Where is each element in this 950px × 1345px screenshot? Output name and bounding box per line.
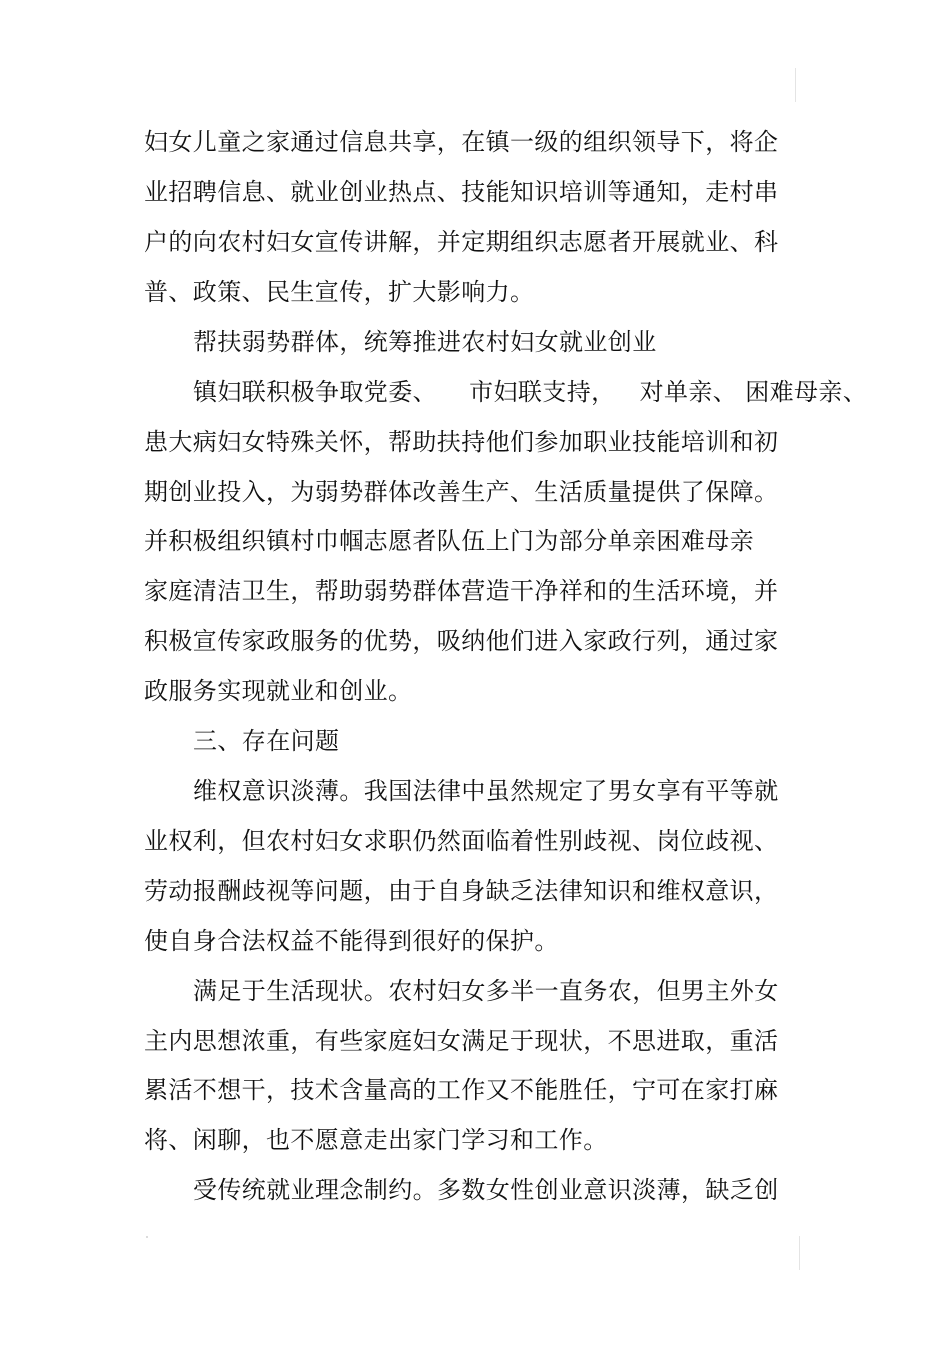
section-heading-problems: 三、存在问题 [193, 727, 340, 755]
text-line-15: 业权利，但农村妇女求职仍然面临着性别歧视、岗位歧视、 [144, 827, 779, 855]
section-heading-assist: 帮扶弱势群体，统筹推进农村妇女就业创业 [193, 328, 657, 356]
text-line-17: 使自身合法权益不能得到很好的保护。 [144, 927, 559, 955]
text-line-18: 满足于生活现状。农村妇女多半一直务农，但男主外女 [193, 977, 779, 1005]
text-line-19: 主内思想浓重，有些家庭妇女满足于现状，不思进取，重活 [144, 1027, 779, 1055]
text-line-6: 镇妇联积极争取党委、 市妇联支持， 对单亲、 困难母亲、 [193, 378, 868, 406]
text-line-4: 普、政策、民生宣传，扩大影响力。 [144, 278, 535, 306]
text-line-8: 期创业投入，为弱势群体改善生产、生活质量提供了保障。 [144, 478, 779, 506]
text-line-9: 并积极组织镇村巾帼志愿者队伍上门为部分单亲困难母亲 [144, 527, 754, 555]
text-line-7: 患大病妇女特殊关怀，帮助扶持他们参加职业技能培训和初 [144, 428, 779, 456]
text-line-12: 政服务实现就业和创业。 [144, 677, 413, 705]
text-line-22: 受传统就业理念制约。多数女性创业意识淡薄，缺乏创 [193, 1176, 779, 1204]
scan-mark-top [795, 68, 796, 102]
text-line-16: 劳动报酬歧视等问题，由于自身缺乏法律知识和维权意识， [144, 877, 779, 905]
text-line-2: 业招聘信息、就业创业热点、技能知识培训等通知，走村串 [144, 178, 779, 206]
text-line-3: 户的向农村妇女宣传讲解，并定期组织志愿者开展就业、科 [144, 228, 779, 256]
scan-mark-dot [146, 1236, 148, 1238]
text-line-21: 将、闲聊，也不愿意走出家门学习和工作。 [144, 1126, 608, 1154]
text-line-11: 积极宣传家政服务的优势，吸纳他们进入家政行列，通过家 [144, 627, 779, 655]
text-line-10: 家庭清洁卫生，帮助弱势群体营造干净祥和的生活环境，并 [144, 577, 779, 605]
text-line-1: 妇女儿童之家通过信息共享，在镇一级的组织领导下，将企 [144, 128, 779, 156]
text-line-20: 累活不想干，技术含量高的工作又不能胜任，宁可在家打麻 [144, 1076, 779, 1104]
text-line-14: 维权意识淡薄。我国法律中虽然规定了男女享有平等就 [193, 777, 779, 805]
scan-mark-bottom [799, 1236, 800, 1270]
